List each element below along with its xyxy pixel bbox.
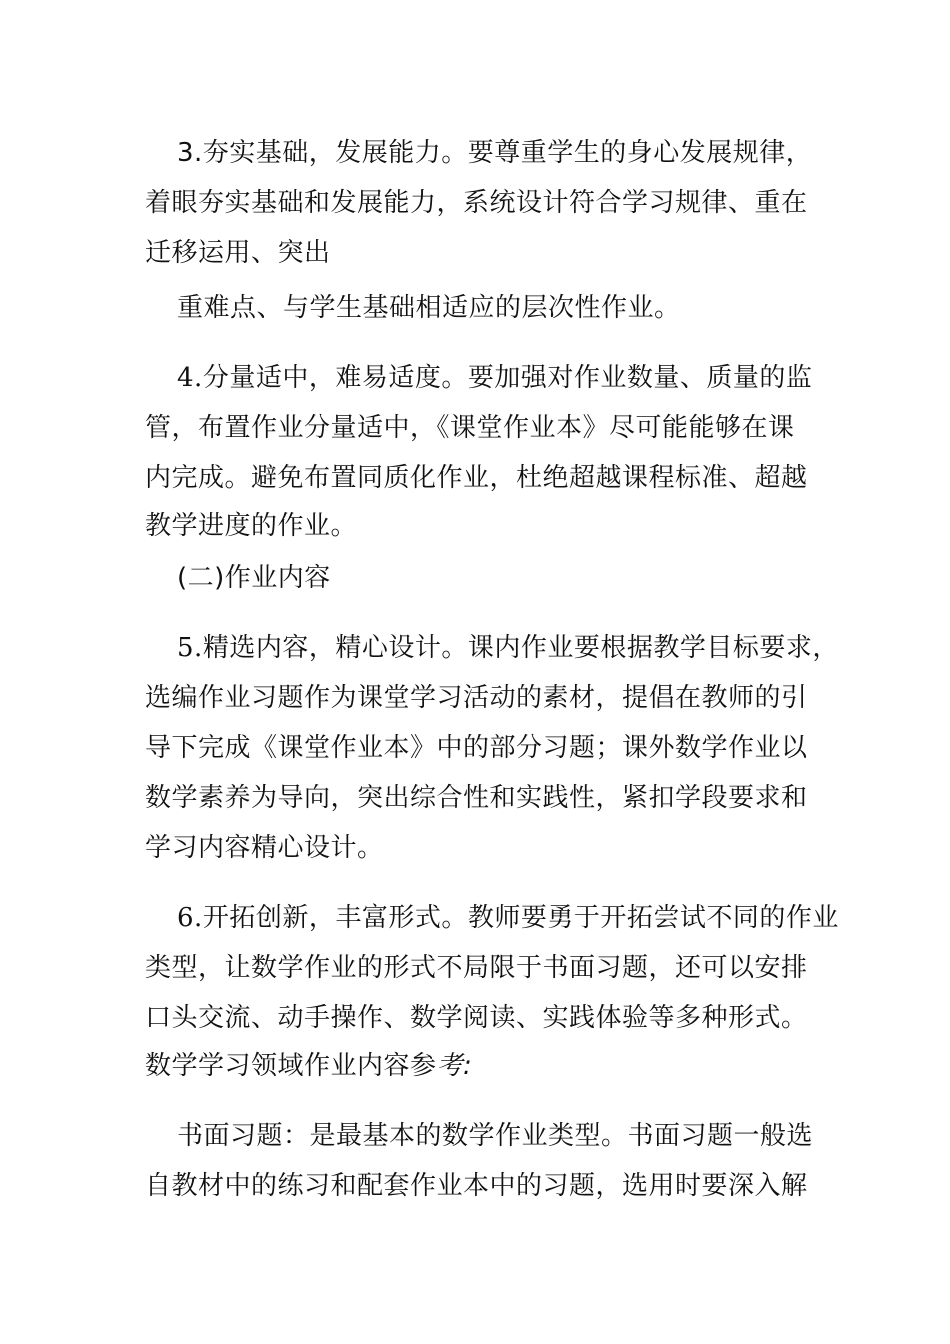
paragraph-3-line-3: 迁移运用、突出	[145, 238, 331, 268]
paragraph-4-line-2: 管，布置作业分量适中，《课堂作业本》尽可能能够在课	[145, 413, 795, 443]
paragraph-4-line-3: 内完成。避免布置同质化作业，杜绝超越课程标准、超越	[145, 463, 808, 493]
item-number: 5.	[177, 633, 203, 663]
paragraph-3-line-2: 着眼夯实基础和发展能力，系统设计符合学习规律、重在	[145, 188, 808, 218]
paragraph-7-line-1: 书面习题：是最基本的数学作业类型。书面习题一般选	[177, 1121, 814, 1151]
paragraph-5-line-1: 5.精选内容，精心设计。课内作业要根据教学目标要求，	[177, 633, 839, 663]
paragraph-4-line-1: 4.分量适中，难易适度。要加强对作业数量、质量的监	[177, 363, 813, 393]
paragraph-5-line-4: 数学素养为导向，突出综合性和实践性，紧扣学段要求和	[145, 783, 808, 813]
paragraph-6-line-2: 类型，让数学作业的形式不局限于书面习题，还可以安排	[145, 953, 808, 983]
paragraph-5-line-3: 导下完成《课堂作业本》中的部分习题；课外数学作业以	[145, 733, 808, 763]
paragraph-7-line-2: 自教材中的练习和配套作业本中的习题，选用时要深入解	[145, 1171, 808, 1201]
item-number: 6.	[177, 903, 203, 933]
paragraph-6-line-3: 口头交流、动手操作、数学阅读、实践体验等多种形式。	[145, 1003, 808, 1033]
section-heading: (二)作业内容	[177, 563, 331, 593]
paragraph-3-line-4: 重难点、与学生基础相适应的层次性作业。	[177, 293, 681, 323]
paragraph-5-line-2: 选编作业习题作为课堂学习活动的素材，提倡在教师的引	[145, 683, 808, 713]
paragraph-6-line-1: 6.开拓创新，丰富形式。教师要勇于开拓尝试不同的作业	[177, 903, 839, 933]
paragraph-3-line-1: 3.夯实基础，发展能力。要尊重学生的身心发展规律，	[177, 138, 813, 168]
paragraph-4-line-4: 教学进度的作业。	[145, 511, 358, 541]
paragraph-6-line-4: 数学学习领域作业内容参考:	[145, 1051, 473, 1081]
paragraph-5-line-5: 学习内容精心设计。	[145, 833, 384, 863]
item-number: 4.	[177, 363, 203, 393]
